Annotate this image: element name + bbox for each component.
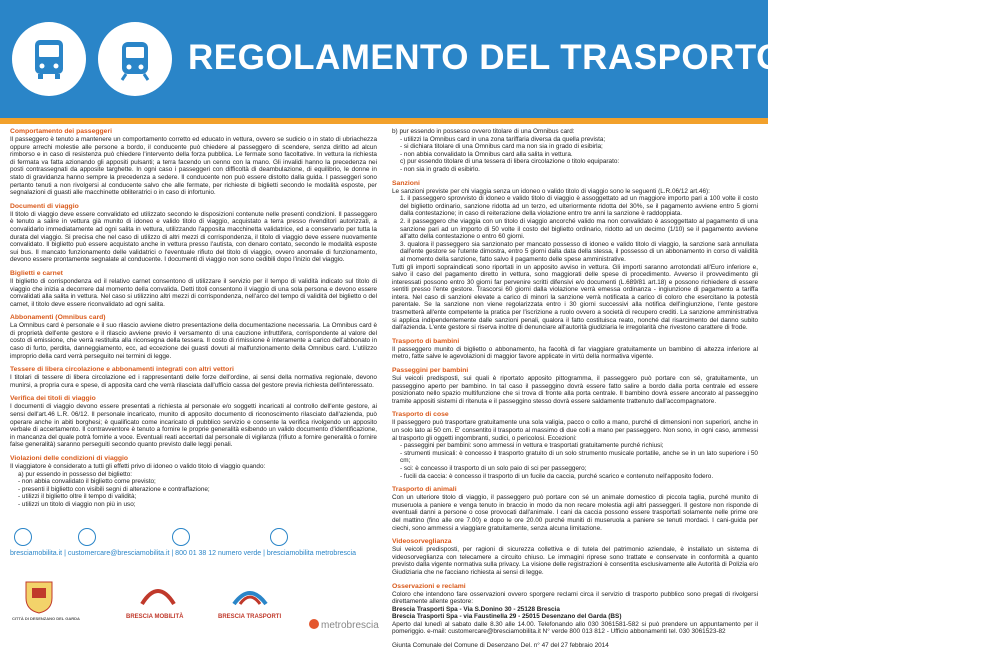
social-icon [270,528,288,546]
list-item: - non sia in grado di esibirlo. [400,165,480,173]
left-column [10,128,377,515]
address-line: Brescia Trasporti Spa - Via S.Donino 30 - 25128 Brescia [392,605,560,613]
mail-icon [78,528,96,546]
section-title: Comportamento dei passeggeri [10,128,112,135]
section-text: Il biglietto di corrispondenza ed il relativo carnet consentono di utilizzare il servizio per il tempo di validità indicato sul titolo di viaggio che inizia a decorrere dal momento della convalida. Detti titoli consentono il viaggio di una sola persona e devono essere convalidati alla salita in vettura. Nel caso si utilizzino altri mezzi di corrispondenza, nell'arco del tempo di validità del biglietto o del carnet, il titolo deve essere riconvalidato ad ogni salita. [10,277,377,308]
metro-logo-icon [309,619,319,629]
section [10,203,377,264]
section [392,642,758,650]
web-icon [14,528,32,546]
section-text: I documenti di viaggio devono essere presentati a richiesta al personale e/o soggetti incaricati al controllo dell'ente gestore, ai sensi dell'art.46 L.R. 06/12. Il personale incaricato, munito di apposito documento di riconoscimento rilasciato dall'azienda, può operare anche in abiti borghesi; è qualificato come incaricato di pubblico servizio e consente la verifica rivolgendo un apposito verbale di accertamento. Il contravventore è tenuto a fornire le proprie generalità esibendo un valido documento d'identificazione, in mancanza del quale potrà fornirle a voce. Eventuali reati accertati dal personale di vigilanza (rifiuto a fornire generalità o fornire false generalità) saranno perseguiti secondo quanto previsto dalle leggi penali. [10,403,377,449]
list-item: a) pur essendo in possesso del biglietto: [18,470,133,478]
section-title: Documenti di viaggio [10,202,79,210]
section-text: Il titolo di viaggio deve essere convalidato ed utilizzato secondo le disposizioni contenute nelle presenti condizioni. Il passeggero è tenuto a salire in vettura già munito di idoneo e valido titolo di viaggio, acquistato a terra presso rivenditori autorizzati, a convalidarlo immediatamente ad ogni salita in vettura, utilizzando l'apposita macchinetta validatrice, ed a conservarlo per tutta la durata del viaggio. Si precisa che nel caso di utilizzo di altri mezzi di corrispondenza, il titolo di viaggio deve essere nuovamente convalidato. Il biglietto può essere acquistato anche in vettura presso l'autista, con denaro contato, secondo le modalità esposte sui bus. Il mancato funzionamento delle validatrici o l'eventuale rifiuto del titolo di viaggio, ovvero anomalie di funzionamento, devono essere prontamente segnalate al conducente. I documenti di viaggio non sono cedibili dopo l'inizio del viaggio. [10,210,377,264]
page-title: REGOLAMENTO DEL TRASPORTO PUBBLICO [188,38,981,77]
section-text: La Omnibus card è personale e il suo rilascio avviene dietro presentazione della documentazione necessaria. La Omnibus card è di proprietà dell'ente gestore e il rilascio avviene previo il versamento di una cauzione infruttifera, corrispondente al valore del costo di emissione, che verrà restituita alla riconsegna della tessera. Il costo di rimissione è interamente a carico dell'abbonato in caso di furto, perdita, danneggiamento, ecc, ad eccezione dei guasti dovuti al malfunzionamento della Omnibus card. L'utilizzo improprio della card verrà perseguito nei termini di legge. [10,322,377,360]
section-text: Sui veicoli predisposti, sui quali è riportato apposito pittogramma, il passeggero può portare con sé, gratuitamente, un passeggino aperto per bambino. In tal caso il passeggino dovrà essere fatto salire a bordo dalla porta centrale ed essere posizionato nello spazio multifunzione che si trova di fronte alla porta centrale. Il bambino dovrà essere ancorato al passeggino tramite appositi sistemi di ritenuta e il passeggino stesso dovrà essere saldamente trattenuto dall'accompagnatore. [392,375,758,405]
list-item: - si dichiara titolare di una Omnibus card ma non sia in grado di esibirla; [400,143,603,151]
section-title: Abbonamenti (Omnibus card) [10,314,106,322]
section [392,367,758,405]
list-item: - non abbia convalidato la Omnibus card alla salita in vettura. [400,150,573,158]
section-text: I titolari di tessere di libera circolazione ed i rappresentanti delle forze dell'ordine, ai sensi della normativa regionale, devono munirsi, a propria cura e spese, di apposita card che verrà rilasciata dall'ufficio cassa del gestore previa richiesta dell'interessato. [10,374,377,389]
section [392,128,758,174]
list-item: - presenti il biglietto con visibili segni di alterazione e contraffazione; [18,485,210,493]
section-title: Videosorveglianza [392,538,452,546]
section-title: Sanzioni [392,179,420,187]
accent-stripe [0,118,768,124]
section [392,538,758,576]
section-title: Biglietti e carnet [10,269,63,277]
list-item: 3. qualora il passeggero sia sanzionato per mancato possesso di idoneo e valido titolo di viaggio, la sanzione sarà annullata dall'ente gestore se l'utente dimostra, entro 5 giorni dalla data della stessa, il possesso di un abbonamento in corso di validità al momento della sanzione, fatto salvo il pagamento delle spese amministrative. [400,240,758,263]
section [392,486,758,532]
right-column [392,128,758,656]
list-item: - passeggini per bambini: sono ammessi in vettura e trasportati gratuitamente purché richiusi; [400,442,664,450]
section-text: Con un ulteriore titolo di viaggio, il passeggero può portare con sé un animale domestico di piccola taglia, purché munito di museruola a paniere e venga tenuto in braccio in modo da non recare molestia agli altri passeggeri. Il gestore non risponde di eventuali danni a persone o cose provocati dall'animale. I cani da caccia possono essere trasportati solamente nelle prime ore del mattino (fino alle ore 7.00) e dopo le ore 20.00 purché muniti di museruola a paniere se tenuti mordaci. I cani-guida per ciechi, sono ammessi a viaggiare gratuitamente, senza alcuna limitazione. [392,494,758,532]
section [392,338,758,361]
list-item: - non abbia convalidato il biglietto come previsto; [18,478,156,486]
desenzano-logo: CITTÀ DI DESENZANO DEL GARDA [12,578,72,628]
section-text: Tutti gli importi sopraindicati sono riportati in un apposito avviso in vettura. Gli importi saranno arrotondati all'Euro inferiore e, salvo il caso del pagamento diretto in vettura, sono maggiorati delle spese di procedimento. Avverso il provvedimento gli interessati possono entro 30 giorni far pervenire scritti difensivi e/o documenti (L.689/81 art.18) e possono richiedere di essere sentiti presso l'ente gestore. Trascorsi 60 giorni dalla violazione verrà emessa ordinanza - ingiunzione di pagamento a tariffa intera. Nel caso di sanzioni elevate a carico di minori la sanzione verrà notificata a carico di coloro che esercitano la potestà parentale. Se la sanzione non viene regolarizzata entro i 30 giorni successivi alla notifica dell'ingiunzione, l'ente gestore trasmetterà all'ente competente la pratica per l'iscrizione a ruolo ovvero a società di recupero crediti. La sanzione amministrativa si applica indipendentemente dalle sanzioni penali, qualora il fatto costituisca reato, nonché dal risarcimento del danno subito dall'azienda. L'ente gestore si riserva inoltre di denunciare all'autorità giudiziaria le irregolarità che rivestono carattere di frode. [392,263,758,332]
section [10,270,377,308]
section [10,128,377,197]
tram-icon [98,22,172,96]
section-text: Il viaggiatore è considerato a tutti gli effetti privo di idoneo o valido titolo di viaggio quando: [10,463,266,470]
brescia-trasporti-logo: BRESCIA TRASPORTI [210,578,300,628]
section [392,411,758,480]
list-item: - fucili da caccia: è concesso il trasporto di un fucile da caccia, purché scarico e contenuto nell'apposito fodero. [400,472,714,480]
footer-contacts: bresciamobilita.it | customercare@bresciamobilita.it | 800 01 38 12 numero verde | bresciamobilita metrobrescia [10,550,356,557]
list-item: c) pur essendo titolare di una tessera di libera circolazione o titolo equiparato: [400,158,620,166]
section [10,314,377,360]
header-banner [0,0,981,118]
section-title: Osservazioni e reclami [392,582,466,590]
list-item: - utilizzi un titolo di viaggio non più in uso; [18,500,136,508]
section-text: Il passeggero può trasportare gratuitamente una sola valigia, pacco o collo a mano, purché di dimensioni non superiori, anche in un solo lato ai 50 cm. E' consentito il trasporto al massimo di due colli a mano per passeggero. Non sono, in ogni caso, ammessi al trasporto gli oggetti ingombranti, sudici, o pericolosi. Eccezioni: [392,419,758,442]
section [10,455,377,509]
section-text: Il passeggero è tenuto a mantenere un comportamento corretto ed educato in vettura, ovvero se sudicio o in stato di ubriachezza oppure arrechi molestie alle persone a bordo, il conducente può chiedere al passeggero di scendere, senza diritto ad alcun rimborso e in caso di resistenza può chiedere l'intervento della forza pubblica. Le fermate sono facoltative. In vettura la richiesta di fermata va fatta azionando gli appositi pulsanti; a terra facendo un cenno con la mano. Gli invalidi hanno la precedenza nei posti contrassegnati da apposite targhette. In ogni caso i passeggeri con difficoltà di deambulazione, di equilibrio, le donne in stato di gravidanza hanno sempre la precedenza a sedere. Il conducente non può essere distolto dalla guida. I passeggeri sono pertanto tenuti a non rivolgersi al conducente salvo che alle fermate, per richieste di biglietti secondo le modalità esposte, per segnalazioni di guasti alle macchinette obliteratrici o in caso di infortunio. [10,136,377,197]
phone-icon [172,528,190,546]
section [10,395,377,449]
list-item: - strumenti musicali: è concesso il trasporto gratuito di un solo strumento musicale portatile, anche se in un lato superiore i 50 cm; [400,449,758,465]
section-text: Sui veicoli predisposti, per ragioni di sicurezza collettiva e di tutela del patrimonio aziendale, è installato un sistema di videosorveglianza con telecamere a circuito chiuso. Le immagini riprese sono trattate e conservate in conformità a quanto previsto dalla vigente normativa sulla privacy. La visione delle registrazioni è consentita esclusivamente alle Autorità di Polizia e/o Giudiziaria che ne facciano richiesta ai sensi di legge. [392,546,758,576]
address-line: Brescia Trasporti Spa - via Faustinella 29 - 25015 Desenzano del Garda (BS) [392,613,622,621]
section-title: Passeggini per bambini [392,367,469,375]
bus-icon [12,22,86,96]
brescia-mobilita-logo: BRESCIA MOBILITÀ [116,578,206,628]
section-text: Le sanzioni previste per chi viaggia senza un idoneo o valido titolo di viaggio sono le seguenti (L.R.06/12 art.46): [392,187,710,195]
section-title: Trasporto di cose [392,411,449,419]
list-item: - sci: è concesso il trasporto di un solo paio di sci per passeggero; [400,464,587,472]
section-title: Violazioni delle condizioni di viaggio [10,455,129,462]
section-title: Trasporto di bambini [392,337,460,345]
metro-logo-text: metrobrescia [321,620,379,631]
section-text: Il passeggero munito di biglietto o abbonamento, ha facoltà di far viaggiare gratuitamente un bambino di altezza inferiore al metro, fatte salve le agevolazioni di maggior favore applicate in virtù della normativa vigente. [392,345,758,361]
section [392,583,758,637]
section-title: Tessere di libera circolazione e abbonamenti integrati con altri vettori [10,366,234,374]
section [10,366,377,389]
list-item: 1. il passeggero sprovvisto di idoneo e valido titolo di viaggio è assoggettato ad un maggiore importo pari a 100 volte il costo del biglietto ordinario, sanzione ridotta ad un terzo, ed ulteriormente ridotta del 30%, se il pagamento avviene entro 5 giorni dalla contestazione; in caso di reiterazione della violazione entro tre anni la sanzione è raddoppiata. [400,195,758,218]
section-title: Verifica dei titoli di viaggio [10,395,96,403]
list-item: 2. il passeggero che viaggia con un titolo di viaggio ancorché valido ma non convalidato è assoggettato al pagamento di una sanzione pari ad un importo di 50 volte il costo del biglietto ordinario, ridotto ad un decimo (1/10) se il pagamento avviene all'atto della contestazione o entro 60 giorni. [400,217,758,241]
list-item: - utilizzi il biglietto oltre il tempo di validità; [18,493,137,501]
section [392,180,758,332]
section-text: Aperto dal lunedì al sabato dalle 8.30 alle 14.00. Telefonando allo 030 3061581-582 si può prendere un appuntamento per il pomeriggio. e-mail: customercare@bresciamobilita.it N° verde 800 013 812 - Ufficio abbonamenti tel. 030 3061523-82 [392,620,758,636]
section-text: Coloro che intendono fare osservazioni ovvero sporgere reclami circa il servizio di trasporto pubblico sono pregati di rivolgersi direttamente allente gestore: [392,590,758,606]
section-text: b) pur essendo in possesso ovvero titolare di una Omnibus card: [392,128,575,135]
section-text: Giunta Comunale del Comune di Desenzano Del. n° 47 del 27 febbraio 2014 [392,642,609,650]
list-item: - utilizzi la Omnibus card in una zona tariffaria diversa da quella prevista; [400,135,606,143]
section-title: Trasporto di animali [392,486,457,494]
